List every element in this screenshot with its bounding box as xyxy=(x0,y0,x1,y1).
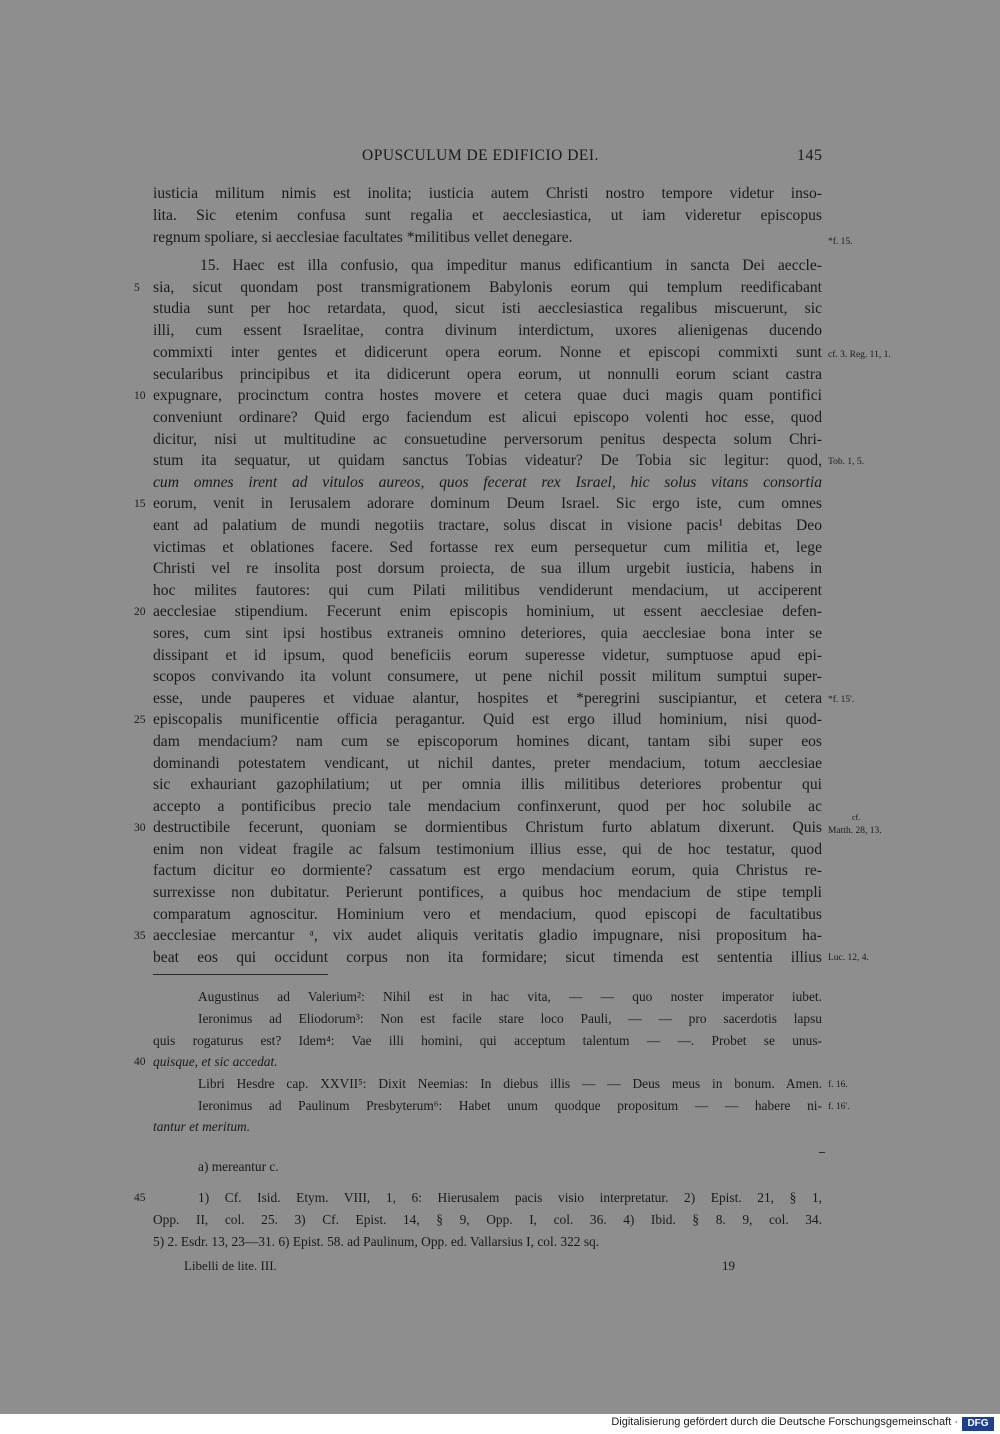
body-line: conveniunt ordinare? Quid ergo faciendum est alicui episcopo volenti hoc esse, quod xyxy=(153,409,822,426)
margin-reference: Luc. 12, 4. xyxy=(828,953,869,963)
line-number: 45 xyxy=(134,1192,146,1204)
body-line: beat eos qui occidunt corpus non ita formidare; sicut timenda est sententia illius xyxy=(153,949,822,966)
note-line: tantur et meritum. xyxy=(153,1119,251,1134)
margin-reference: Tob. 1, 5. xyxy=(828,457,865,467)
body-line: aecclesiae mercantur ᵃ, vix audet aliquis veritatis gladio impugnare, nisi propositum ha- xyxy=(153,927,822,944)
footnote-line: Opp. II, col. 25. 3) Cf. Epist. 14, § 9, Opp. I, col. 36. 4) Ibid. § 8. 9, col. 34. xyxy=(153,1212,822,1227)
margin-reference: f. 16. xyxy=(828,1080,848,1090)
margin-reference: Matth. 28, 13. xyxy=(828,826,882,836)
line-number: 30 xyxy=(134,822,146,834)
line-number: 10 xyxy=(134,390,146,402)
body-line: accepto a pontificibus precio tale mendacium confinxerunt, quod per hoc solubile ac xyxy=(153,798,822,815)
signature-number: 19 xyxy=(722,1258,735,1273)
body-line: dicitur, nisi ut multitudine ac consuetudine perversorum penitus despecta solum Chri- xyxy=(153,431,822,448)
note-line: Ieronimus ad Eliodorum³: Non est facile stare loco Pauli, — — pro sacerdotis lapsu xyxy=(198,1011,822,1026)
body-line: sia, sicut quondam post transmigrationem Babylonis eorum qui templum reedificabant xyxy=(153,279,822,296)
body-line: episcopalis munificentie officia peragantur. Quid est ergo illud hominium, nisi quod- xyxy=(153,711,822,728)
notes-separator xyxy=(153,974,328,975)
body-line: destructibile fecerunt, quoniam se dormientibus Christum furto ablatum dixerunt. Quis xyxy=(153,819,822,836)
paragraph-start: 15. Haec est illa confusio, qua impeditur manus edificantium in sancta Dei aeccle- xyxy=(200,257,822,274)
dfg-logo: DFG xyxy=(962,1417,994,1431)
line-number: 15 xyxy=(134,498,146,510)
variant-reading: a) mereantur c. xyxy=(198,1159,279,1174)
margin-reference: *f. 15. xyxy=(828,237,853,247)
margin-reference: f. 16'. xyxy=(828,1102,850,1112)
body-line: dominandi potestatem vendicant, ut nichil dantes, preter mendacium, totum aecclesiae xyxy=(153,755,822,772)
body-line: dissipant et id ipsum, quod beneficiis eorum superesse videtur, sumptuose apud epi- xyxy=(153,647,822,664)
line-number: 40 xyxy=(134,1056,146,1068)
note-line: Augustinus ad Valerium²: Nihil est in hac vita, — — quo noster imperator iubet. xyxy=(198,989,822,1004)
body-line: dam mendacium? nam cum se episcoporum homines dicant, tantam sibi super eos xyxy=(153,733,822,750)
body-line: expugnare, procinctum contra hostes movere et cetera quae duci magis quam pontifici xyxy=(153,387,822,404)
funding-notice: Digitalisierung gefördert durch die Deutsche Forschungsgemeinschaft · xyxy=(611,1416,958,1428)
body-line: eorum, venit in Ierusalem adorare dominum Deum Israel. Sic ergo iste, cum omnes xyxy=(153,495,822,512)
page-number: 145 xyxy=(797,147,823,164)
margin-reference: *f. 15'. xyxy=(828,695,855,705)
body-line: iusticia militum nimis est inolita; iusticia autem Christi nostro tempore videtur inso- xyxy=(153,185,822,202)
body-line: studia sunt per hoc retardata, quod, sicut isti aecclesiastica regalibus miscuerunt, sic xyxy=(153,300,822,317)
line-number: 20 xyxy=(134,606,146,618)
line-number: 5 xyxy=(134,282,140,294)
signature-mark: Libelli de lite. III. xyxy=(184,1258,277,1273)
line-number: 35 xyxy=(134,930,146,942)
body-line: illi, cum essent Israelitae, contra divinum interdictum, uxores alienigenas ducendo xyxy=(153,322,822,339)
note-line: quis rogaturus est? Idem⁴: Vae illi homini, qui acceptum talentum — —. Probet se unus- xyxy=(153,1033,822,1048)
body-line: esse, unde pauperes et viduae alantur, hospites et *peregrini suscipiantur, et cetera xyxy=(153,690,822,707)
margin-reference: cf. 3. Reg. 11, 1. xyxy=(828,350,891,360)
body-line: victimas et oblationes facere. Sed fortasse rex eum persequetur cum militia et, lege xyxy=(153,539,822,556)
body-line: enim non videat fragile ac falsum testimonium illius esse, qui de hoc testatur, quod xyxy=(153,841,822,858)
body-line: eant ad palatium de mundi negotiis tractare, solus discat in visione pacis¹ debitas Deo xyxy=(153,517,822,534)
body-line: stum ita sequatur, ut quidam sanctus Tobias videatur? De Tobia sic legitur: quod, xyxy=(153,452,822,469)
body-line: hoc milites fautores: qui cum Pilati militibus vendiderunt mendacium, ut acciperent xyxy=(153,582,822,599)
body-line: aecclesiae stipendium. Fecerunt enim episcopis hominium, ut essent aecclesiae defen- xyxy=(153,603,822,620)
body-line: sic exhauriant gazophilatium; ut per omnia illis militibus deteriores probentur qui xyxy=(153,776,822,793)
body-line: comparatum agnoscitur. Hominium vero et mendacium, quod episcopi de facultatibus xyxy=(153,906,822,923)
body-line: surrexisse non dubitatur. Perierunt pontifices, a quibus hoc mendacium de stipe templi xyxy=(153,884,822,901)
note-line: quisque, et sic accedat. xyxy=(153,1054,278,1069)
running-title: OPUSCULUM DE EDIFICIO DEI. xyxy=(362,147,599,164)
footnote-line: 5) 2. Esdr. 13, 23—31. 6) Epist. 58. ad Paulinum, Opp. ed. Vallarsius I, col. 322 sq. xyxy=(153,1234,600,1249)
body-line: secularibus principibus et ita didicerunt opera eorum, ut nonnulli eorum sciant castra xyxy=(153,366,822,383)
note-line: Libri Hesdre cap. XXVII⁵: Dixit Neemias: In diebus illis — — Deus meus in bonum. Amen. xyxy=(198,1076,822,1091)
body-line: regnum spoliare, si aecclesiae facultates *militibus vellet denegare. xyxy=(153,229,573,246)
note-line: Ieronimus ad Paulinum Presbyterum⁶: Habet unum quodque propositum — — habere ni- xyxy=(198,1098,822,1113)
digitization-footer xyxy=(0,1414,1000,1434)
short-rule xyxy=(819,1152,825,1153)
body-line: factum dicitur eo dormiente? cassatum est ergo mendacium eorum, quia Christus re- xyxy=(153,862,822,879)
body-line: scopos convivando ita volunt consumere, ut pene nichil possit militum sumptui super- xyxy=(153,668,822,685)
quotation-line: cum omnes irent ad vitulos aureos, quos fecerat rex Israel, hic solus vitans consortia xyxy=(153,474,822,491)
line-number: 25 xyxy=(134,714,146,726)
body-line: commixti inter gentes et didicerunt opera eorum. Nonne et episcopi commixti sunt xyxy=(153,344,822,361)
body-line: lita. Sic etenim confusa sunt regalia et aecclesiastica, ut iam videretur episcopus xyxy=(153,207,822,224)
margin-reference: cf. xyxy=(852,813,861,822)
footnote-line: 1) Cf. Isid. Etym. VIII, 1, 6: Hierusalem pacis visio interpretatur. 2) Epist. 21, § 1, xyxy=(198,1190,822,1205)
body-line: sores, cum sint ipsi hostibus extraneis omnino deteriores, quia aecclesiae bona inter se xyxy=(153,625,822,642)
body-line: Christi vel re insolita post dorsum proiecta, de sua illum urgebit iusticia, habens in xyxy=(153,560,822,577)
